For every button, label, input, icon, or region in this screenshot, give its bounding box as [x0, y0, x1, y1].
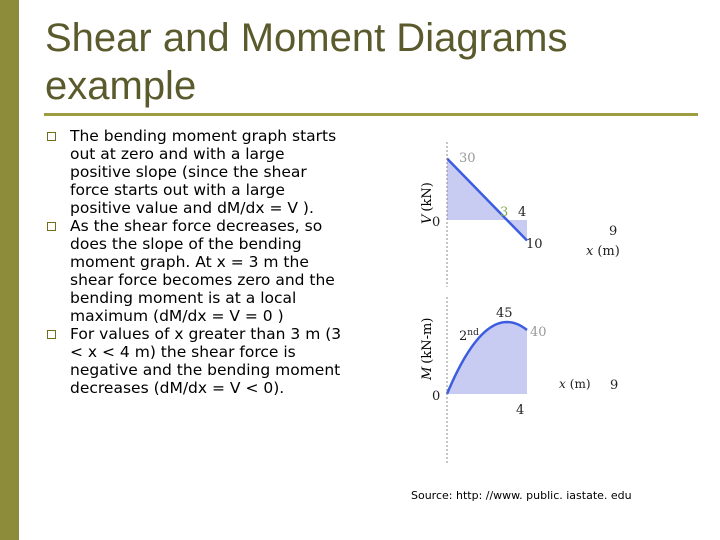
shear-y-label: V(kN) [420, 182, 435, 224]
shear-moment-figure [405, 132, 705, 472]
shear-zero-label: 0 [432, 215, 441, 230]
shear-x-zero-label: 3 [500, 205, 509, 220]
moment-end-label: 40 [530, 325, 547, 340]
bullet-item [45, 217, 350, 325]
bullet-text: The bending moment graph starts out at zero and with a large positive slope (since the shear force starts out with a large positive value and dM/dx = V ). [70, 127, 337, 217]
square-bullet-icon [47, 132, 56, 141]
bullet-list [45, 127, 350, 397]
shear-x-end-label: 4 [518, 205, 527, 220]
shear-end-label: 10 [526, 237, 543, 252]
title-line-1: Shear and Moment Diagrams [45, 16, 568, 60]
bullet-item [45, 127, 350, 217]
shear-x-axis-label: x (m) [586, 244, 620, 259]
moment-peak-label: 45 [496, 306, 513, 321]
slide-title [45, 14, 685, 110]
moment-diagram [420, 297, 618, 464]
title-line-2: example [45, 64, 197, 108]
bullet-text: For values of x greater than 3 m (3 < x < 4 m) the shear force is negative and the bending moment decreases (dM/dx = V < 0). [70, 325, 342, 397]
moment-x-axis-label: x (m) [559, 377, 591, 391]
square-bullet-icon [47, 222, 56, 231]
moment-x-max-label: 9 [610, 378, 619, 393]
moment-y-label: M(kN-m) [420, 317, 435, 380]
shear-start-label: 30 [459, 151, 476, 166]
title-divider [44, 113, 698, 116]
shear-diagram [420, 142, 620, 287]
bullet-item [45, 325, 350, 397]
shear-x-max-label: 9 [609, 224, 618, 239]
diagram-svg [405, 132, 705, 472]
moment-degree-label: 2nd [459, 328, 479, 344]
moment-zero-label: 0 [432, 389, 441, 404]
square-bullet-icon [47, 330, 56, 339]
bullet-text: As the shear force decreases, so does the slope of the bending moment graph. At x = 3 m the shear force becomes zero and the bending moment is at a local maximum (dM/dx = V = 0 ) [70, 217, 335, 325]
source-citation: Source: http: //www. public. iastate. edu [411, 489, 632, 502]
accent-bar [0, 0, 19, 540]
moment-x-end-label: 4 [516, 403, 525, 418]
